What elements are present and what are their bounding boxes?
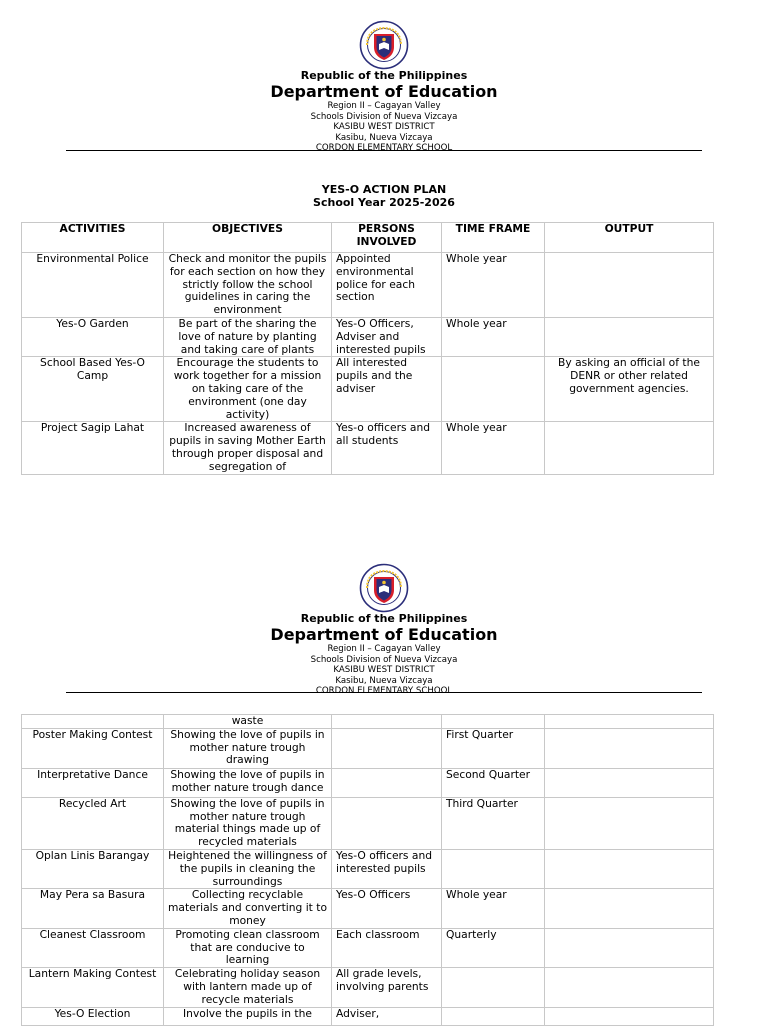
header-divider — [66, 150, 702, 151]
table-row — [22, 928, 714, 967]
persons-cell: Yes-O Officers, Adviser and interested pupils — [332, 318, 442, 357]
time-frame-cell: Whole year — [442, 253, 545, 318]
time-frame-cell: Whole year — [442, 422, 545, 474]
objective-cell: Celebrating holiday season with lantern made up of recycle materials — [164, 968, 332, 1007]
department-title: Department of Education — [270, 82, 498, 101]
output-cell — [545, 768, 714, 797]
activity-cell: May Pera sa Basura — [22, 889, 164, 928]
objective-cell: Heightened the willingness of the pupils in cleaning the surroundings — [164, 849, 332, 888]
activity-cell: Project Sagip Lahat — [22, 422, 164, 474]
time-frame-cell — [442, 715, 545, 729]
header-output: OUTPUT — [545, 223, 714, 253]
time-frame-cell: First Quarter — [442, 728, 545, 768]
letterhead-page2 — [0, 563, 768, 697]
header-divider — [66, 692, 702, 693]
persons-cell — [332, 797, 442, 849]
deped-seal-icon — [359, 20, 409, 70]
table-row — [22, 797, 714, 849]
header-activities: ACTIVITIES — [22, 223, 164, 253]
output-cell — [545, 318, 714, 357]
republic-label: Republic of the Philippines — [300, 69, 468, 82]
plan-title-block — [0, 184, 768, 209]
address-label: Kasibu, Nueva Vizcaya — [335, 132, 433, 143]
table-row — [22, 849, 714, 888]
school-year: School Year 2025-2026 — [313, 195, 455, 209]
table-row — [22, 889, 714, 928]
table-row — [22, 318, 714, 357]
persons-cell — [332, 728, 442, 768]
objective-cell: Involve the pupils in the — [164, 1007, 332, 1025]
objective-cell: Increased awareness of pupils in saving Mother Earth through proper disposal and segregation of — [164, 422, 332, 474]
activity-cell: Interpretative Dance — [22, 768, 164, 797]
region-label: Region II – Cagayan Valley — [327, 644, 441, 654]
action-plan-table-page1 — [21, 222, 714, 475]
output-cell — [545, 253, 714, 318]
persons-cell — [332, 715, 442, 729]
division-label: Schools Division of Nueva Vizcaya — [310, 654, 458, 665]
persons-cell: All grade levels, involving parents — [332, 968, 442, 1007]
persons-cell: Appointed environmental police for each section — [332, 253, 442, 318]
table-row — [22, 1007, 714, 1025]
time-frame-cell — [442, 968, 545, 1007]
objective-cell: Be part of the sharing the love of nature by planting and taking care of plants — [164, 318, 332, 357]
objective-cell: Showing the love of pupils in mother nature trough material things made up of recycled materials — [164, 797, 332, 849]
table-row — [22, 728, 714, 768]
table-row — [22, 253, 714, 318]
address-label: Kasibu, Nueva Vizcaya — [335, 675, 433, 686]
activity-cell: Yes-O Garden — [22, 318, 164, 357]
objective-cell: Encourage the students to work together for a mission on taking care of the environment (one day activity) — [164, 357, 332, 422]
time-frame-cell — [442, 1007, 545, 1025]
output-cell — [545, 928, 714, 967]
region-label: Region II – Cagayan Valley — [327, 101, 441, 111]
output-cell — [545, 968, 714, 1007]
time-frame-cell — [442, 357, 545, 422]
time-frame-cell: Quarterly — [442, 928, 545, 967]
persons-cell: All interested pupils and the adviser — [332, 357, 442, 422]
output-cell — [545, 797, 714, 849]
activity-cell: School Based Yes-O Camp — [22, 357, 164, 422]
objective-cell: Collecting recyclable materials and converting it to money — [164, 889, 332, 928]
table-row — [22, 422, 714, 474]
objective-cell: Check and monitor the pupils for each section on how they strictly follow the school guidelines in caring the environment — [164, 253, 332, 318]
objective-cell: Promoting clean classroom that are conducive to learning — [164, 928, 332, 967]
division-label: Schools Division of Nueva Vizcaya — [310, 111, 458, 122]
time-frame-cell: Whole year — [442, 889, 545, 928]
activity-cell: Oplan Linis Barangay — [22, 849, 164, 888]
deped-seal-icon — [359, 563, 409, 613]
header-time-frame: TIME FRAME — [442, 223, 545, 253]
activity-cell: Cleanest Classroom — [22, 928, 164, 967]
activity-cell: Lantern Making Contest — [22, 968, 164, 1007]
output-cell — [545, 422, 714, 474]
table-row — [22, 357, 714, 422]
header-objectives: OBJECTIVES — [164, 223, 332, 253]
table-row — [22, 968, 714, 1007]
objective-cell: waste — [164, 715, 332, 729]
table-row — [22, 768, 714, 797]
persons-cell: Yes-O officers and interested pupils — [332, 849, 442, 888]
output-cell — [545, 1007, 714, 1025]
district-label: KASIBU WEST DISTRICT — [333, 122, 435, 133]
action-plan-table-page2 — [21, 714, 714, 1026]
table-header-row — [22, 223, 714, 253]
persons-cell: Adviser, — [332, 1007, 442, 1025]
activity-cell: Yes-O Election — [22, 1007, 164, 1025]
time-frame-cell: Whole year — [442, 318, 545, 357]
persons-cell — [332, 768, 442, 797]
activity-cell — [22, 715, 164, 729]
activity-cell: Poster Making Contest — [22, 728, 164, 768]
time-frame-cell — [442, 849, 545, 888]
persons-cell: Each classroom — [332, 928, 442, 967]
school-label: CORDON ELEMENTARY SCHOOL — [315, 143, 453, 154]
objective-cell: Showing the love of pupils in mother nature trough dance — [164, 768, 332, 797]
time-frame-cell: Second Quarter — [442, 768, 545, 797]
republic-label: Republic of the Philippines — [300, 612, 468, 625]
letterhead-page1 — [0, 20, 768, 154]
output-cell: By asking an official of the DENR or other related government agencies. — [545, 357, 714, 422]
plan-title: YES-O ACTION PLAN — [321, 183, 447, 196]
output-cell — [545, 849, 714, 888]
table-row — [22, 715, 714, 729]
persons-cell: Yes-O Officers — [332, 889, 442, 928]
school-label: CORDON ELEMENTARY SCHOOL — [315, 686, 453, 697]
time-frame-cell: Third Quarter — [442, 797, 545, 849]
output-cell — [545, 728, 714, 768]
objective-cell: Showing the love of pupils in mother nature trough drawing — [164, 728, 332, 768]
output-cell — [545, 715, 714, 729]
activity-cell: Recycled Art — [22, 797, 164, 849]
activity-cell: Environmental Police — [22, 253, 164, 318]
persons-cell: Yes-o officers and all students — [332, 422, 442, 474]
department-title: Department of Education — [270, 625, 498, 644]
output-cell — [545, 889, 714, 928]
header-persons-involved: PERSONS INVOLVED — [332, 223, 442, 253]
district-label: KASIBU WEST DISTRICT — [333, 665, 435, 676]
